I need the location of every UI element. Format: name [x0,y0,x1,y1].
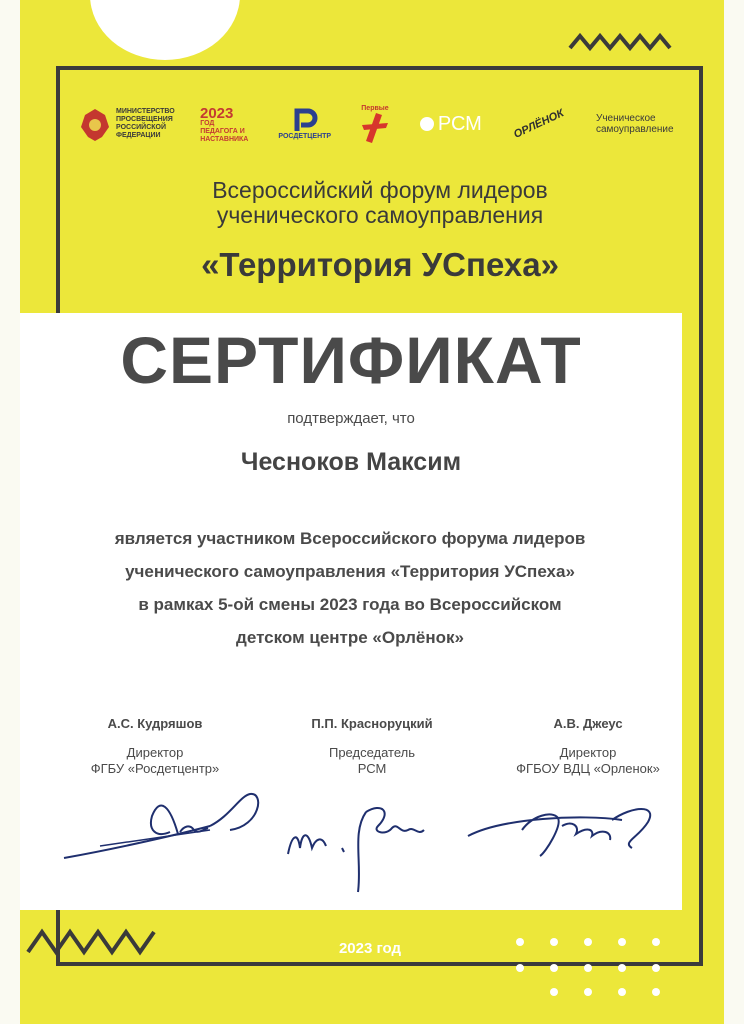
partner-logos [78,96,688,152]
body-line: ученического самоуправления «Территория УСпеха» [125,562,575,581]
body-line: детском центре «Орлёнок» [236,628,464,647]
teacher-year-logo: 2023 ГОД ПЕДАГОГА И НАСТАВНИКА [200,105,249,143]
svg-text:2023: 2023 [200,105,234,120]
signatory-name: А.В. Джеус [553,716,623,731]
signatory-role: Директор [126,745,184,760]
certificate-title: СЕРТИФИКАТ [120,323,582,397]
signatory-organization: ФГБОУ ВДЦ «Орленок» [516,761,660,776]
certificate-body-text [60,522,640,654]
pervye-logo: Первые [361,105,388,143]
eagle-emblem-icon [78,105,112,143]
signature-1 [60,786,270,866]
confirms-text: подтверждает, что [287,410,415,427]
zigzag-decoration-bottom [26,924,166,958]
signatory-organization: ФГБУ «Росдетцентр» [90,761,220,776]
rsm-drop-icon [419,116,435,132]
forum-name: «Территория УСпеха» [201,246,559,283]
ministry-logo: МИНИСТЕРСТВО ПРОСВЕЩЕНИЯ РОССИЙСКОЙ ФЕДЕРАЦИИ [78,105,170,143]
orlyonok-logo: ОРЛЁНОК [511,107,566,141]
signatory-2 [262,716,482,777]
right-margin [724,0,744,1024]
signatory-role: Директор [559,745,617,760]
signatory-name: А.С. Кудряшов [107,716,203,731]
signatory-1 [45,716,265,777]
signatory-organization: РСМ [357,761,387,776]
rosdetcentr-p-icon [291,107,319,133]
2023-mark-icon [200,104,244,120]
left-margin [0,0,20,1024]
rsm-logo: РСМ [419,113,482,135]
self-government-logo: Ученическое самоуправление [595,113,674,135]
corner-decoration [90,0,240,60]
year-label: 2023 год [338,940,402,957]
signature-3 [462,796,662,866]
pervye-star-icon [362,113,388,143]
heading-line-1: Всероссийский форум лидеров [212,177,548,203]
signature-2 [282,782,432,902]
recipient-name: Чесноков Максим [240,448,462,476]
signatory-role: Председатель [328,745,416,760]
dots-decoration [510,928,690,998]
signatory-name: П.П. Красноруцкий [311,716,433,731]
body-line: является участником Всероссийского форума лидеров [114,529,586,548]
zigzag-decoration-top [568,32,672,52]
rosdetcentr-logo: РОСДЕТЦЕНТР [278,107,331,141]
signatory-3 [478,716,698,777]
body-line: в рамках 5-ой смены 2023 года во Всероссийском [138,595,562,614]
forum-heading [60,178,700,228]
heading-line-2: ученического самоуправления [216,202,544,228]
